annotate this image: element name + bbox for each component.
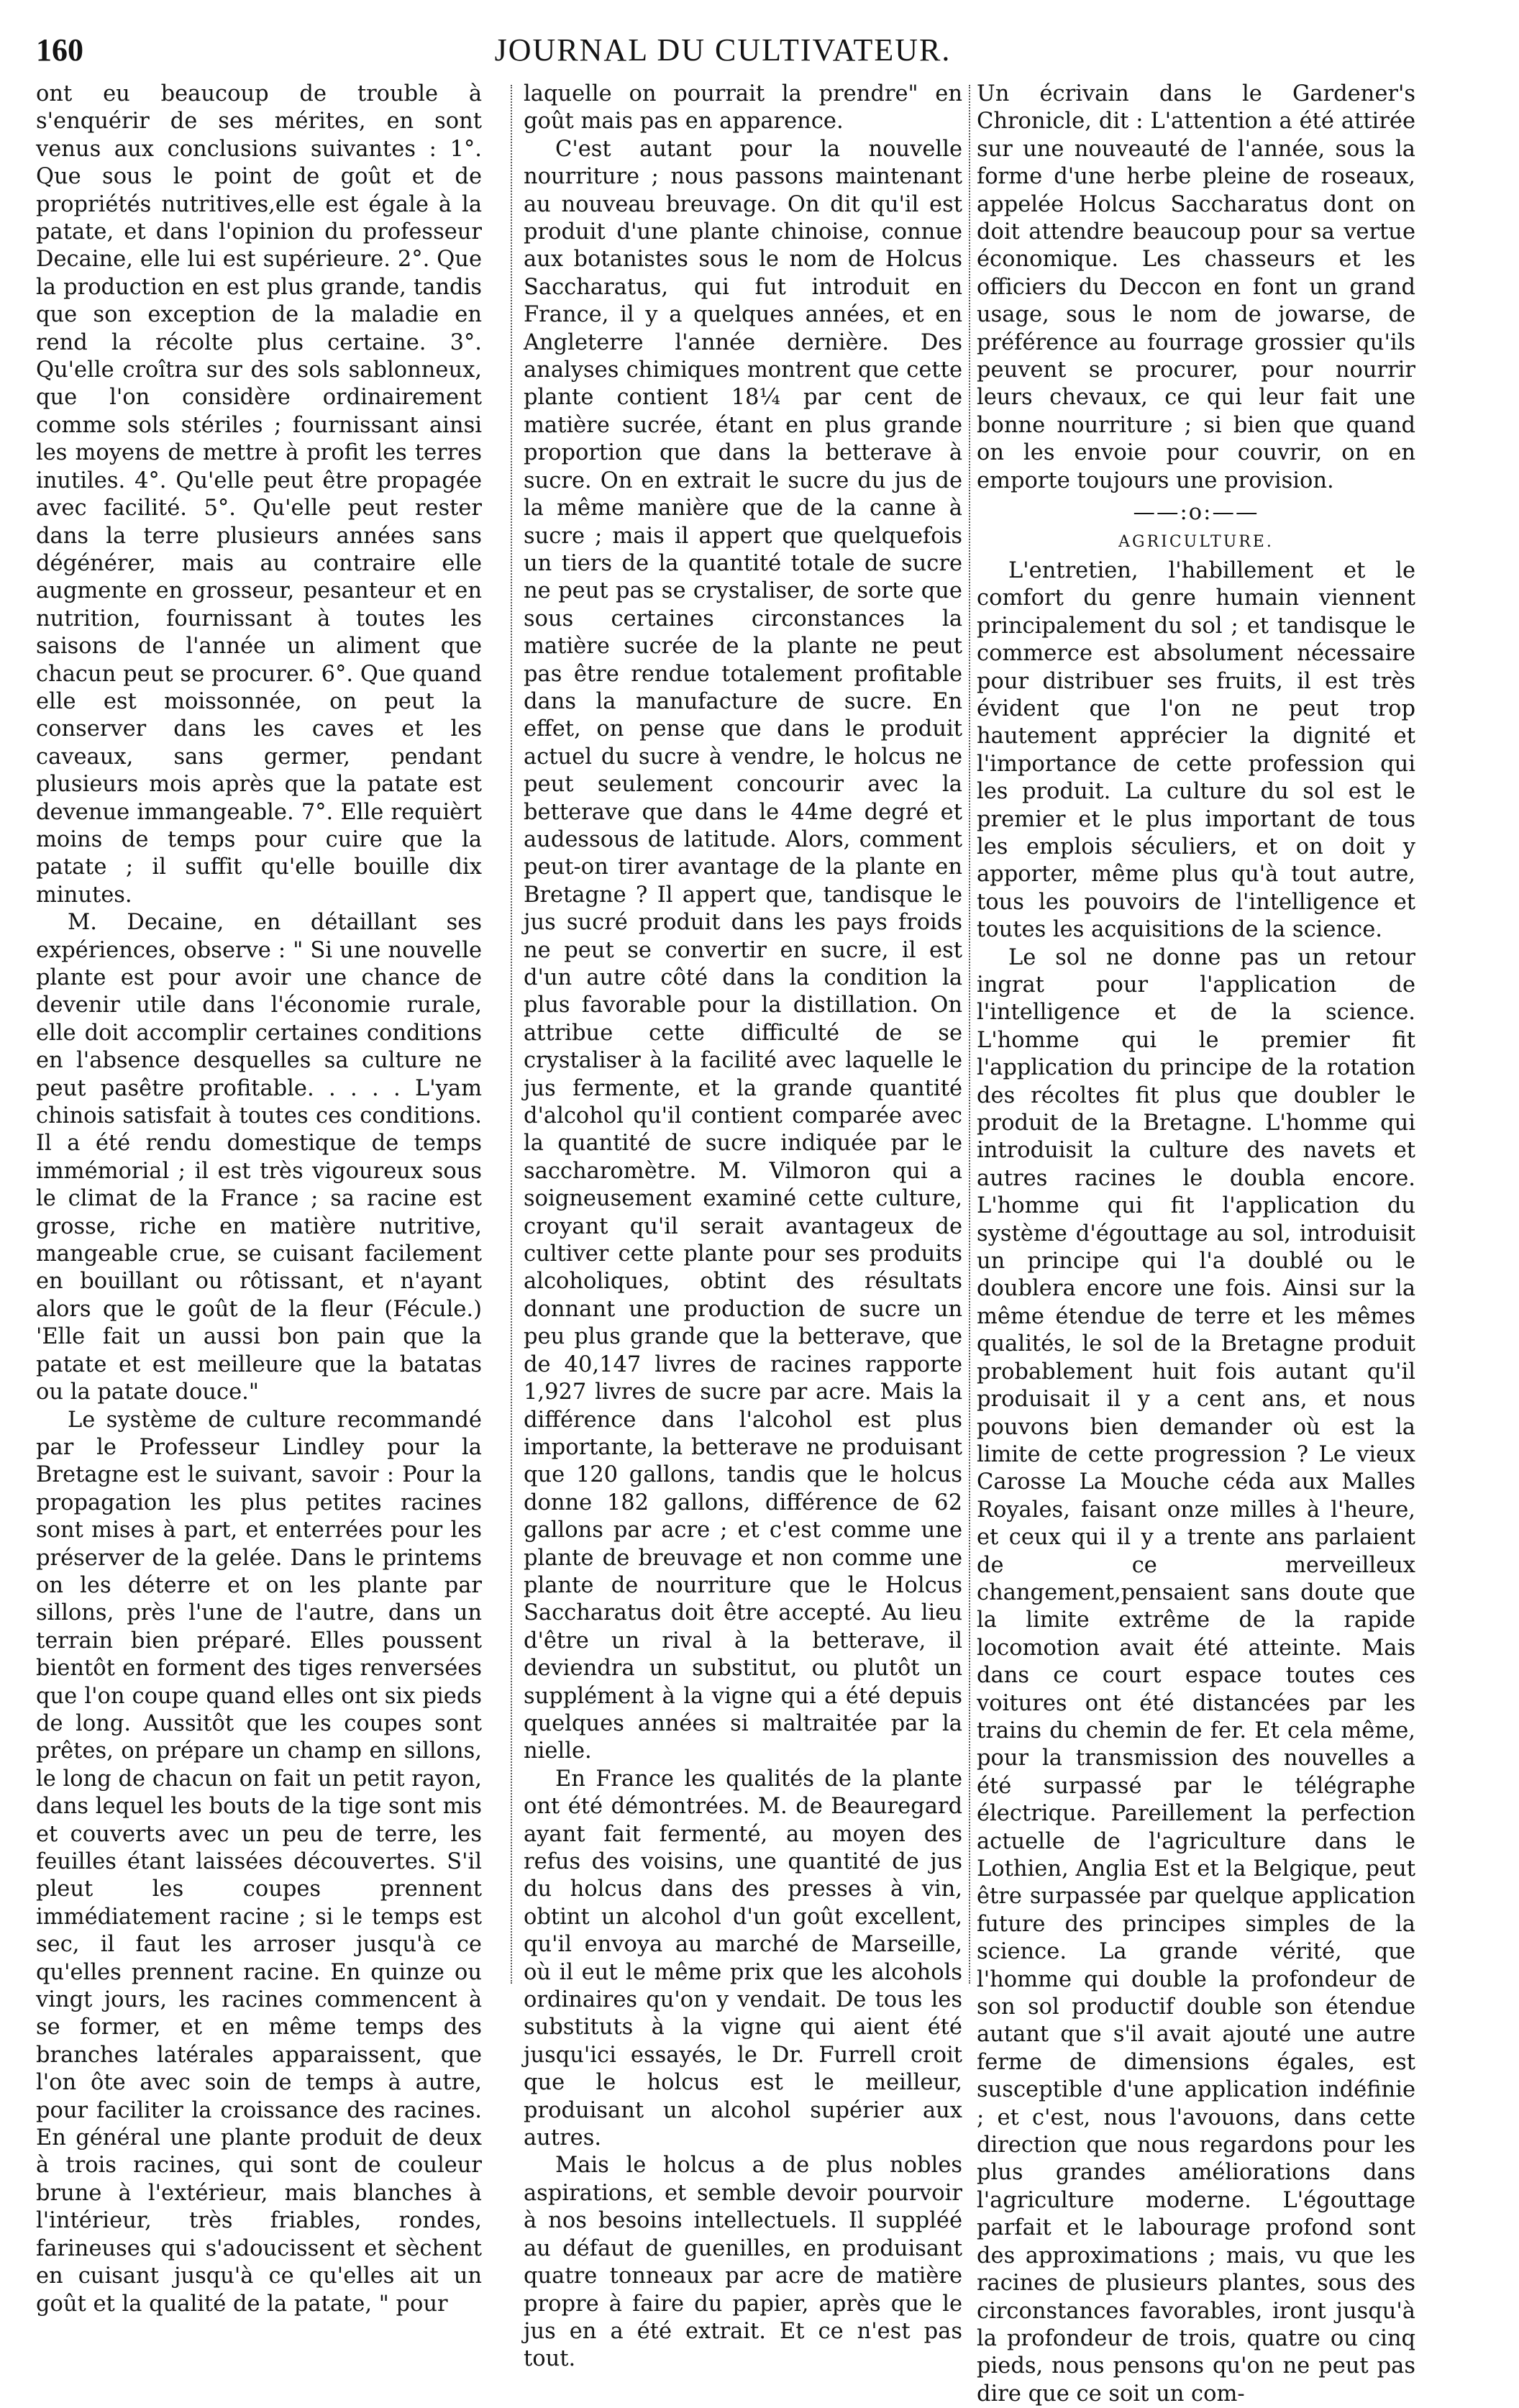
- paragraph: C'est autant pour la nouvelle nourriture ; nous passons maintenant au nouveau breuvage. On dit qu'il est produit d'une plante chinoise, connue aux botanistes sous le nom de Holcus Saccharatus, qui fut introduit en France, il y a quelques années, et en Angleterre l'année dernière. Des analyses chimiques montrent que cette plante contient 18¼ par cent de matière sucrée, étant en plus grande proportion que dans la betterave à sucre. On en extrait le sucre du jus de la même manière que de la canne à sucre ; mais il appert que quelquefois un tiers de la quantité totale de sucre ne peut pas se crystaliser, de sorte que sous certaines circonstances la matière sucrée de la plante ne peut pas être rendue totalement profitable dans la manufacture de sucre. En effet, on pense que dans le produit actuel du sucre à vendre, le holcus ne peut seulement concourir avec la betterave que dans le 44me degré et audessous de latitude. Alors, comment peut-on tirer avantage de la plante en Bretagne ? Il appert que, tandisque le jus sucré produit dans les pays froids ne peut se convertir en sucre, il est d'un autre côté dans la condition la plus favorable pour la distillation. On attribue cette difficulté de se crystaliser à la facilité avec laquelle le jus fermente, et la grande quantité d'alcohol qu'il contient comparée avec la quantité de sucre indiquée par le saccharomètre. M. Vilmoron qui a soigneusement examiné cette culture, croyant qu'il serait avantageux de cultiver cette plante pour ses produits alcoholiques, obtint des résultats donnant une production de sucre un peu plus grande que la betterave, que de 40,147 livres de racines rapporte 1,927 livres de sucre par acre. Mais la différence dans l'alcohol est plus importante, la betterave ne produisant que 120 gallons, tandis que le holcus donne 182 gallons, différence de 62 gallons par acre ; et c'est comme une plante de breuvage et non comme une plante de nourriture que le Holcus Saccharatus doit être accepté. Au lieu d'être un rival à la betterave, il deviendra un substitut, ou plutôt un supplément à la vigne qui a été depuis quelques années si maltraitée par la nielle.: [524, 136, 962, 1764]
- running-title: JOURNAL DU CULTIVATEUR.: [494, 32, 952, 68]
- page-number: 160: [36, 32, 83, 68]
- paragraph: M. Decaine, en détaillant ses expériences, observe : " Si une nouvelle plante est pour avoir une chance de devenir utile dans l'économie rurale, elle doit accomplir certaines conditions en l'absence desquelles sa culture ne peut pasêtre profitable. . . . . L'yam chinois satisfait à toutes ces conditions. Il a été rendu domestique de temps immémorial ; il est très vigoureux sous le climat de la France ; sa racine est grosse, riche en matière nutritive, mangeable crue, se cuisant facilement en bouillant ou rôtissant, et n'ayant alors que le goût de la fleur (Fécule.) 'Elle fait un aussi bon pain que la patate et est meilleure que la batatas ou la patate douce.": [36, 910, 482, 1405]
- text-column-3: [977, 81, 1415, 2407]
- paragraph: L'entretien, l'habillement et le comfort du genre humain viennent principalement du sol ; et tandisque le commerce est absolument nécessaire pour distribuer ses fruits, il est très évident que l'on ne peut trop hautement apprécier la dignité et l'importance de cette profession qui les produit. La culture du sol est le premier et le plus important de tous les emplois séculiers, et on doit y apporter, même plus qu'à tout autre, tous les pouvoirs de l'intelligence et toutes les acquisitions de la science.: [977, 557, 1415, 943]
- paragraph: Le sol ne donne pas un retour ingrat pour l'application de l'intelligence et de la science. L'homme qui le premier fit l'application du principe de la rotation des récoltes fit plus que doubler le produit de la Bretagne. L'homme qui introduisit la culture des navets et autres racines le doubla encore. L'homme qui fit l'application du système d'égouttage au sol, introduisit un principe qui l'a doublé ou le doublera encore une fois. Ainsi sur la même étendue de terre et les mêmes qualités, le sol de la Bretagne produit probablement huit fois autant qu'il produisait il y a cent ans, et nous pouvons bien demander où est la limite de cette progression ? Le vieux Carosse La Mouche céda aux Malles Royales, faisant onze milles à l'heure, et ceux qui il y a trente ans parlaient de ce merveilleux changement,pensaient sans doute que la limite extrême de la rapide locomotion avait été atteinte. Mais dans ce court espace toutes ces voitures ont été distancées par les trains du chemin de fer. Et cela même, pour la transmission des nouvelles a été surpassé par le télégraphe électrique. Pareillement la perfection actuelle de l'agriculture dans le Lothien, Anglia Est et la Belgique, peut être surpassée par quelque application future des principes simples de la science. La grande vérité, que l'homme qui double la profondeur de son sol productif double son étendue autant que s'il avait ajouté une autre ferme de dimensions égales, est susceptible d'une application indéfinie ; et c'est, nous l'avouons, dans cette direction que nous regardons pour les plus grandes améliorations dans l'agriculture moderne. L'égouttage parfait et le labourage profond sont des approximations ; mais, vu que les racines de plusieurs plantes, sous des circonstances favorables, iront jusqu'à la profondeur de trois, quatre ou cinq pieds, nous pensons qu'on ne peut pas dire que ce soit un com-: [977, 944, 1415, 2407]
- paragraph: En France les qualités de la plante ont été démontrées. M. de Beauregard ayant fait fermenté, au moyen des refus des voisins, une quantité de jus du holcus dans des presses à vin, obtint un alcohol d'un goût excellent, qu'il envoya au marché de Marseille, où il eut le même prix que les alcohols ordinaires qu'on y vendait. De tous les substituts à la vigne qui aient été jusqu'ici essayés, le Dr. Furrell croit que le holcus est le meilleur, produisant un alcohol supérier aux autres.: [524, 1766, 962, 2151]
- text-column-1: [36, 81, 482, 2317]
- text-column-2: [524, 81, 962, 2372]
- section-heading: AGRICULTURE.: [1118, 532, 1274, 551]
- page-header: [36, 32, 1410, 75]
- paragraph: Un écrivain dans le Gardener's Chronicle, dit : L'attention a été attirée sur une nouveauté de l'année, sous la forme d'une herbe pleine de roseaux, appelée Holcus Saccharatus dont on doit attendre beaucoup pour sa vertue économique. Les chasseurs et les officiers du Deccon en font un grand usage, sous le nom de jowarse, de préférence au fourrage grossier qu'ils peuvent se procurer, pour nourrir leurs chevaux, ce qui leur fait une bonne nourriture ; si bien que quand on les envoie pour couvrir, on en emporte toujours une provision.: [977, 81, 1415, 493]
- section-separator: ——:o:——: [1133, 500, 1259, 526]
- paragraph: ont eu beaucoup de trouble à s'enquérir de ses mérites, en sont venus aux conclusions suivantes : 1°. Que sous le point de goût et de propriétés nutritives,elle est égale à la patate, et dans l'opinion du professeur Decaine, elle lui est supérieure. 2°. Que la production en est plus grande, tandis que son exception de la maladie en rend la récolte plus certaine. 3°. Qu'elle croîtra sur des sols sablonneux, que l'on considère ordinairement comme sols stériles ; fournissant ainsi les moyens de mettre à profit les terres inutiles. 4°. Qu'elle peut être propagée avec facilité. 5°. Qu'elle peut rester dans la terre plusieurs années sans dégénérer, mais au contraire elle augmente en grosseur, pesanteur et en nutrition, fournissant à toutes les saisons de l'année un aliment que chacun peut se procurer. 6°. Que quand elle est moissonnée, on peut la conserver dans les caves et les caveaux, sans germer, pendant plusieurs mois après que la patate est devenue immangeable. 7°. Elle requièrt moins de temps pour cuire que la patate ; il suffit qu'elle bouille dix minutes.: [36, 81, 482, 908]
- paragraph: Le système de culture recommandé par le Professeur Lindley pour la Bretagne est le suivant, savoir : Pour la propagation les plus petites racines sont mises à part, et enterrées pour les préserver de la gelée. Dans le printems on les déterre et on les plante par sillons, près l'une de l'autre, dans un terrain bien préparé. Elles poussent bientôt en forment des tiges renversées que l'on coupe quand elles ont six pieds de long. Aussitôt que les coupes sont prêtes, on prépare un champ en sillons, le long de chacun on fait un petit rayon, dans lequel les bouts de la tige sont mis et couverts avec un peu de terre, les feuilles étant laissées découvertes. S'il pleut les coupes prennent immédiatement racine ; si le temps est sec, il faut les arroser jusqu'à ce qu'elles prennent racine. En quinze ou vingt jours, les racines commencent à se former, et en même temps des branches latérales apparaissent, que l'on ôte avec soin de temps à autre, pour faciliter la croissance des racines. En général une plante produit de deux à trois racines, qui sont de couleur brune à l'extérieur, mais blanches à l'intérieur, très friables, rondes, farineuses qui s'adoucissent et sèchent en cuisant jusqu'à ce qu'elles ait un goût et la qualité de la patate, " pour: [36, 1407, 482, 2317]
- paragraph: laquelle on pourrait la prendre" en goût mais pas en apparence.: [524, 81, 962, 134]
- column-divider: [511, 85, 512, 1984]
- paragraph: Mais le holcus a de plus nobles aspirations, et semble devoir pourvoir à nos besoins intellectuels. Il suppléé au défaut de guenilles, en produisant quatre tonneaux par acre de matière propre à faire du papier, après que le jus en a été extrait. Et ce n'est pas tout.: [524, 2153, 962, 2372]
- column-divider: [969, 85, 970, 1984]
